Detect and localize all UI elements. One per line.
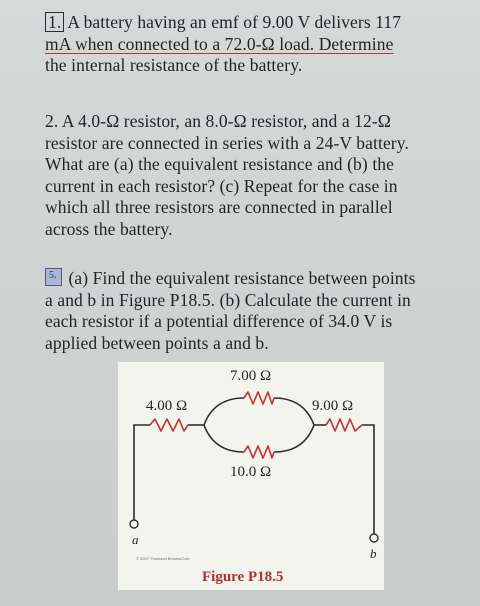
problem-2-number: 2. xyxy=(45,111,59,131)
figure-caption: Figure P18.5 xyxy=(202,569,284,585)
label-point-b: b xyxy=(370,546,377,561)
wire-branch-bottom-right xyxy=(274,425,314,452)
problem-5-line-2: a and b in Figure P18.5. (b) Calculate the current in xyxy=(45,289,411,310)
problem-2-line-4: current in each resistor? (c) Repeat for the case in xyxy=(45,175,398,196)
wire-right xyxy=(362,425,374,534)
circuit-figure xyxy=(118,362,384,590)
problem-5-line-4: applied between points a and b. xyxy=(45,332,269,353)
wire-left xyxy=(134,425,150,520)
problem-2-line-2: resistor are connected in series with a 24-V battery. xyxy=(45,132,409,153)
problem-2-line-1: 2. A 4.0-Ω resistor, an 8.0-Ω resistor, and a 12-Ω xyxy=(45,111,391,131)
label-r-top: 7.00 Ω xyxy=(230,368,272,384)
label-r-bottom: 10.0 Ω xyxy=(230,464,272,480)
problem-2 xyxy=(45,111,465,240)
problem-1-line-2 xyxy=(45,34,465,56)
problem-1-number: 1. xyxy=(45,12,64,32)
resistor-7-ohm xyxy=(244,392,274,404)
wire-branch-bottom-left xyxy=(204,425,244,452)
wire-branch-top-left xyxy=(204,398,244,425)
terminal-b-icon xyxy=(370,534,378,542)
problem-5-line-1: 5. (a) Find the equivalent resistance between points xyxy=(45,268,465,290)
problem-1-line-3: the internal resistance of the battery. xyxy=(45,55,303,75)
terminal-a-icon xyxy=(130,520,138,528)
problem-2-line-3: What are (a) the equivalent resistance and (b) the xyxy=(45,154,394,174)
problem-2-line-5: which all three resistors are connected in parallel xyxy=(45,197,393,217)
wire-branch-top-right xyxy=(274,398,314,425)
resistor-9-ohm xyxy=(326,419,362,431)
problem-1-line-2-text: mA when connected to a 72.0-Ω load. Determine xyxy=(45,33,394,54)
label-r-right: 9.00 Ω xyxy=(312,398,354,414)
problem-5-line-3: each resistor if a potential difference of 34.0 V is xyxy=(45,311,393,331)
problem-2-line-6: across the battery. xyxy=(45,218,173,239)
problem-5 xyxy=(45,268,465,354)
resistor-10-ohm xyxy=(244,446,274,458)
figure-credit: © 2007 Thomson Brooks/Cole xyxy=(136,556,190,561)
problem-1 xyxy=(45,12,465,77)
label-r-left: 4.00 Ω xyxy=(146,398,188,414)
resistor-4-ohm xyxy=(150,419,188,431)
label-point-a: a xyxy=(132,532,139,547)
problem-5-number: 5. xyxy=(49,270,57,281)
problem-1-line-1: 1. A battery having an emf of 9.00 V delivers 117 xyxy=(45,12,465,34)
problem-5-number-icon xyxy=(45,268,62,286)
